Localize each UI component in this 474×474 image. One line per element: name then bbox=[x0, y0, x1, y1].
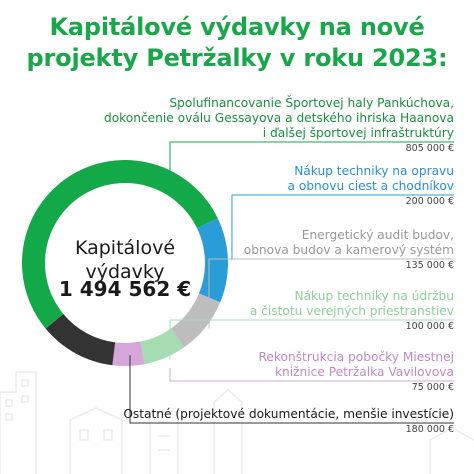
slice-label-3 bbox=[244, 228, 454, 258]
slice-label-1-line-2: dokončenie oválu Gessayova a detského ihriska Haanova bbox=[103, 111, 454, 125]
slice-label-6-line-1: Ostatné (projektové dokumentácie, menšie investície) bbox=[123, 407, 454, 421]
slice-amount-5: 75 000 € bbox=[411, 382, 454, 393]
slice-label-3-line-1: Energetický audit budov, bbox=[301, 228, 454, 242]
slice-label-2 bbox=[288, 164, 454, 194]
slice-label-6 bbox=[123, 407, 454, 422]
slice-amount-2: 200 000 € bbox=[405, 196, 454, 207]
slice-amount-4: 100 000 € bbox=[405, 321, 454, 332]
center-label-line-2: výdavky bbox=[85, 261, 165, 283]
center-label-line-1: Kapitálové bbox=[74, 237, 176, 259]
slice-label-1 bbox=[104, 96, 454, 141]
donut-slice-6 bbox=[46, 314, 116, 365]
chart-title-line-2: projekty Petržalky v roku 2023: bbox=[26, 44, 448, 72]
slice-label-1-line-3: i ďalšej športovej infraštruktúry bbox=[262, 126, 454, 140]
slice-label-2-line-1: Nákup techniky na opravu bbox=[294, 164, 454, 178]
donut-slice-5 bbox=[112, 342, 144, 366]
slice-label-5-line-1: Rekonštrukcia pobočky Miestnej bbox=[258, 350, 454, 364]
slice-amount-1: 805 000 € bbox=[405, 143, 454, 154]
slice-label-4-line-2: a čistotu verejných priestranstiev bbox=[249, 304, 454, 318]
slice-label-3-line-2: obnova budov a kamerový systém bbox=[243, 243, 454, 257]
slice-label-4-line-1: Nákup techniky na údržbu bbox=[294, 289, 454, 303]
slice-amount-3: 135 000 € bbox=[405, 260, 454, 271]
slice-label-5-line-2: knižnice Petržalka Vavilovova bbox=[274, 365, 454, 379]
center-total: 1 494 562 € bbox=[58, 277, 192, 301]
slice-label-4 bbox=[250, 289, 454, 319]
slice-amount-6: 180 000 € bbox=[405, 424, 454, 435]
slice-label-5 bbox=[258, 350, 454, 380]
slice-label-2-line-2: a obnovu ciest a chodníkov bbox=[287, 179, 454, 193]
chart-title-line-1: Kapitálové výdavky na nové bbox=[49, 13, 425, 41]
slice-label-1-line-1: Spolufinancovanie Športovej haly Pankúchova, bbox=[169, 96, 454, 110]
